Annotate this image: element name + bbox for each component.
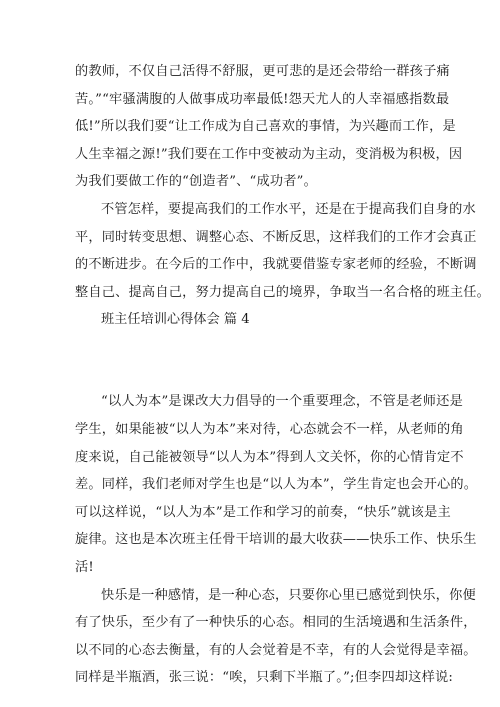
paragraph-b [75, 196, 491, 306]
section-spacer [75, 334, 435, 388]
text-line: 同样是半瓶酒，张三说：“唉，只剩下半瓶了。”;但李四却这样说: [75, 670, 454, 686]
text-line: 为我们要做工作的“创造者”、“成功者”。 [75, 174, 317, 190]
text-line: 旋律。这也是本次班主任骨干培训的最大收获——快乐工作、快乐生 [75, 532, 477, 548]
text-line: 低!”所以我们要“让工作成为自己喜欢的事情，为兴趣而工作，是 [75, 119, 456, 135]
paragraph-a [75, 58, 463, 196]
text-line: “以人为本”是课改大力倡导的一个重要理念，不管是老师还是 [101, 394, 463, 410]
section-heading: 班主任培训心得体会 篇 4 [101, 312, 250, 328]
text-line: 快乐是一种感情，是一种心态，只要你心里已感觉到快乐，你便 [101, 587, 476, 603]
text-line: 的不断进步。在今后的工作中，我就要借鉴专家老师的经验，不断调 [75, 257, 477, 273]
text-line: 不管怎样，要提高我们的工作水平，还是在于提高我们自身的水 [101, 201, 476, 217]
paragraph-c [75, 388, 478, 581]
text-line: 以不同的心态去衡量，有的人会觉着是不幸，有的人会觉得是幸福。 [75, 642, 477, 658]
document-page [75, 58, 491, 692]
text-line: 的教师，不仅自己活得不舒服，更可悲的是还会带给一群孩子痛 [75, 64, 450, 79]
text-line: 学生，如果能被“以人为本”来对待，心态就会不一样，从老师的角 [75, 421, 464, 437]
text-line: 人生幸福之源!”我们要在工作中变被动为主动，变消极为积极，因 [75, 146, 463, 162]
text-line: 活! [75, 559, 94, 575]
text-line: 整自己、提高自己，努力提高自己的境界，争取当一名合格的班主任。 [75, 284, 491, 300]
paragraph-d [75, 582, 477, 692]
text-line: 可以这样说，“以人为本”是工作和学习的前奏，“快乐”就该是主 [75, 504, 451, 520]
text-line: 有了快乐，至少有了一种快乐的心态。相同的生活境遇和生活条件， [75, 615, 477, 631]
text-line: 度来说，自己能被领导“以人为本”得到人文关怀，你的心情肯定不 [75, 449, 464, 465]
text-line: 差。同样，我们老师对学生也是“以人为本”，学生肯定也会开心的。 [75, 477, 478, 493]
text-line: 平，同时转变思想、调整心态、不断反思，这样我们的工作才会真正 [75, 229, 477, 245]
text-line: 苦。”“牢骚满腹的人做事成功率最低!怨天尤人的人幸福感指数最 [75, 91, 450, 107]
